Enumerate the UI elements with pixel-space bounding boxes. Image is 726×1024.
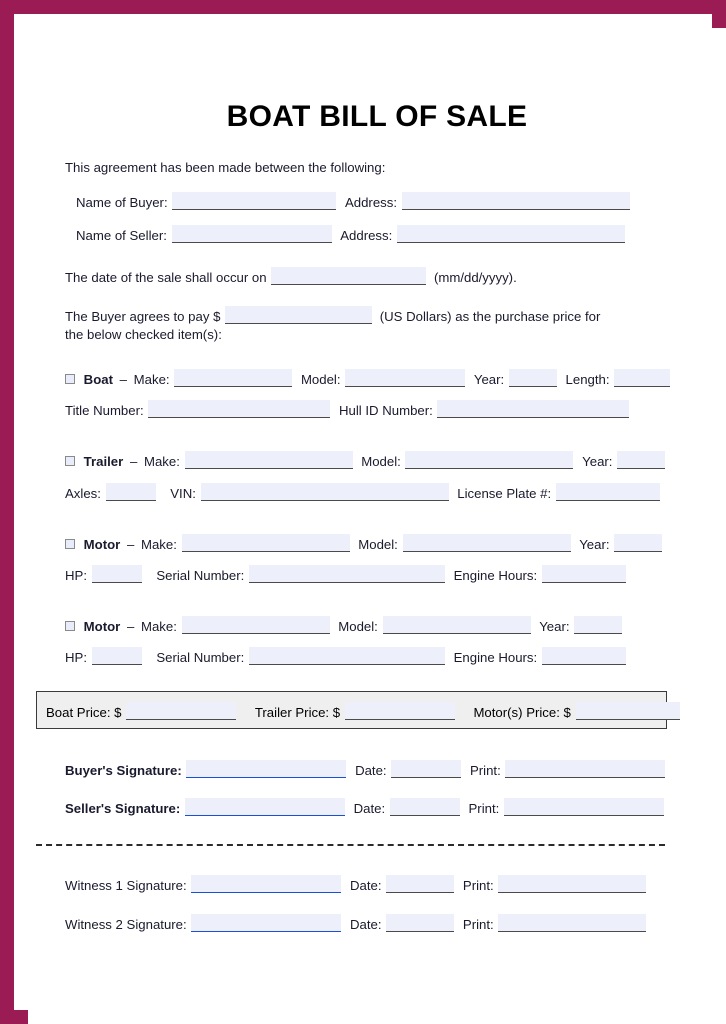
item-motor2-hp-label: HP: <box>65 650 87 666</box>
item-trailer-plate-input[interactable] <box>556 483 660 501</box>
item-boat-row2 <box>65 397 726 418</box>
witness2-date-label: Date: <box>350 916 382 932</box>
buyer-signature-label: Buyer's Signature: <box>65 763 182 779</box>
witness1-signature-input[interactable] <box>191 875 341 893</box>
item-trailer-vin-input[interactable] <box>201 483 449 501</box>
item-trailer-dash: – <box>129 454 138 470</box>
item-motor1-hp-label: HP: <box>65 567 87 583</box>
item-motor1-hours-input[interactable] <box>542 565 626 583</box>
item-motor2-hours-label: Engine Hours: <box>453 650 538 666</box>
buyer-signature-date-label: Date: <box>355 763 387 779</box>
item-trailer-make-label: Make: <box>143 454 180 470</box>
witness2-row <box>65 911 726 932</box>
witness2-signature-input[interactable] <box>191 914 341 932</box>
item-trailer-row1 <box>65 448 726 469</box>
seller-signature-date-label: Date: <box>353 800 386 816</box>
buyer-signature-print-label: Print: <box>469 763 501 779</box>
witness2-print-input[interactable] <box>498 914 646 932</box>
item-trailer-axles-input[interactable] <box>106 483 156 501</box>
item-motor1-hp-input[interactable] <box>92 565 142 583</box>
seller-signature-date-input[interactable] <box>390 798 460 816</box>
sale-date-row <box>65 264 726 285</box>
purchase-price-label: The Buyer agrees to pay $ <box>65 308 221 324</box>
item-trailer-label: Trailer <box>83 454 124 470</box>
item-boat-length-input[interactable] <box>614 369 670 387</box>
item-motor1-label: Motor <box>83 536 121 552</box>
item-boat-model-input[interactable] <box>345 369 465 387</box>
witness2-print-label: Print: <box>462 916 494 932</box>
item-motor2-hp-input[interactable] <box>92 647 142 665</box>
purchase-price-suffix: (US Dollars) as the purchase price for <box>379 308 601 324</box>
item-trailer-model-input[interactable] <box>405 451 573 469</box>
item-motor1-make-input[interactable] <box>182 534 350 552</box>
item-motor2-dash: – <box>126 619 135 635</box>
item-trailer-year-label: Year: <box>582 454 613 470</box>
item-motor2-row1 <box>65 613 726 634</box>
item-motor1-hours-label: Engine Hours: <box>453 567 538 583</box>
item-motor2-make-input[interactable] <box>182 616 330 634</box>
buyer-signature-print-input[interactable] <box>505 760 665 778</box>
seller-signature-print-label: Print: <box>468 800 500 816</box>
item-motor1-row1 <box>65 531 726 552</box>
item-trailer-row2 <box>65 480 726 501</box>
purchase-price-row <box>65 303 726 324</box>
seller-signature-row <box>65 795 726 816</box>
item-motor2-serial-input[interactable] <box>249 647 445 665</box>
item-motor1-year-label: Year: <box>579 536 610 552</box>
seller-signature-print-input[interactable] <box>504 798 664 816</box>
page-title: BOAT BILL OF SALE <box>226 100 528 133</box>
seller-signature-input[interactable] <box>185 798 345 816</box>
trailer-price-input[interactable] <box>345 702 455 720</box>
item-boat-row1 <box>65 366 726 387</box>
item-motor1-year-input[interactable] <box>614 534 662 552</box>
intro-text: This agreement has been made between the following: <box>65 160 386 175</box>
item-motor1-serial-input[interactable] <box>249 565 445 583</box>
item-motor1-make-label: Make: <box>140 536 177 552</box>
buyer-name-input[interactable] <box>172 192 336 210</box>
item-boat-make-input[interactable] <box>174 369 292 387</box>
item-trailer-make-input[interactable] <box>185 451 353 469</box>
item-trailer-year-input[interactable] <box>617 451 665 469</box>
seller-signature-label: Seller's Signature: <box>65 800 181 816</box>
witness2-signature-label: Witness 2 Signature: <box>65 916 187 932</box>
item-motor1-model-label: Model: <box>358 536 398 552</box>
motors-price-input[interactable] <box>576 702 680 720</box>
item-motor1-row2 <box>65 562 726 583</box>
item-motor2-model-label: Model: <box>338 619 378 635</box>
buyer-signature-date-input[interactable] <box>391 760 461 778</box>
document-body <box>28 160 726 691</box>
item-trailer-plate-label: License Plate #: <box>457 485 552 501</box>
item-motor2-make-label: Make: <box>140 619 177 635</box>
witness1-print-label: Print: <box>462 877 494 893</box>
item-motor2-row2 <box>65 644 726 665</box>
item-motor2-hours-input[interactable] <box>542 647 626 665</box>
signature-section <box>28 757 726 843</box>
witness-section <box>28 872 726 932</box>
boat-price-label: Boat Price: $ <box>46 705 122 721</box>
seller-name-label: Name of Seller: <box>76 228 167 244</box>
item-boat-hull-id-input[interactable] <box>437 400 629 418</box>
trailer-price-label: Trailer Price: $ <box>254 705 341 721</box>
item-boat-model-label: Model: <box>300 372 341 388</box>
item-boat-hull-id-label: Hull ID Number: <box>339 403 433 419</box>
item-trailer-model-label: Model: <box>361 454 401 470</box>
boat-price-input[interactable] <box>126 702 236 720</box>
seller-address-label: Address: <box>340 228 393 244</box>
witness2-date-input[interactable] <box>386 914 454 932</box>
motors-price-label: Motor(s) Price: $ <box>473 705 571 721</box>
item-boat-title-number-label: Title Number: <box>65 403 144 419</box>
item-boat-make-label: Make: <box>133 372 170 388</box>
witness1-print-input[interactable] <box>498 875 646 893</box>
item-trailer-axles-label: Axles: <box>65 485 101 501</box>
item-motor2-year-input[interactable] <box>574 616 622 634</box>
checkbox-motor-2[interactable] <box>65 621 75 631</box>
purchase-price-input[interactable] <box>225 306 372 324</box>
checkbox-boat[interactable] <box>65 374 75 384</box>
item-boat-length-label: Length: <box>565 372 610 388</box>
buyer-signature-row <box>65 757 726 778</box>
item-motor2-model-input[interactable] <box>383 616 531 634</box>
sale-date-input[interactable] <box>271 267 426 285</box>
item-motor1-dash: – <box>126 536 135 552</box>
witness1-signature-label: Witness 1 Signature: <box>65 877 187 893</box>
witness1-date-label: Date: <box>350 877 382 893</box>
seller-address-input[interactable] <box>397 225 625 243</box>
purchase-price-line2: the below checked item(s): <box>65 326 222 342</box>
buyer-name-label: Name of Buyer: <box>76 195 168 211</box>
item-motor1-model-input[interactable] <box>403 534 571 552</box>
item-boat-year-label: Year: <box>473 372 505 388</box>
buyer-address-input[interactable] <box>402 192 630 210</box>
witness1-date-input[interactable] <box>386 875 454 893</box>
item-boat-title-number-input[interactable] <box>148 400 330 418</box>
seller-row <box>65 222 726 243</box>
item-motor1-serial-label: Serial Number: <box>156 567 245 583</box>
item-boat-dash: – <box>119 372 127 388</box>
buyer-signature-input[interactable] <box>186 760 346 778</box>
document-page <box>28 28 726 1024</box>
sale-date-format-hint: (mm/dd/yyyy). <box>433 269 517 285</box>
buyer-row <box>65 189 726 210</box>
item-motor2-year-label: Year: <box>539 619 570 635</box>
item-motor2-serial-label: Serial Number: <box>156 650 245 666</box>
item-boat-label: Boat <box>83 372 113 388</box>
seller-name-input[interactable] <box>172 225 332 243</box>
sale-date-label: The date of the sale shall occur on <box>65 269 267 285</box>
witness1-row <box>65 872 726 893</box>
item-boat-year-input[interactable] <box>509 369 557 387</box>
price-summary-box <box>36 691 667 729</box>
buyer-address-label: Address: <box>344 195 398 211</box>
checkbox-trailer[interactable] <box>65 456 75 466</box>
item-motor2-label: Motor <box>83 619 121 635</box>
checkbox-motor-1[interactable] <box>65 539 75 549</box>
item-trailer-vin-label: VIN: <box>170 485 196 501</box>
